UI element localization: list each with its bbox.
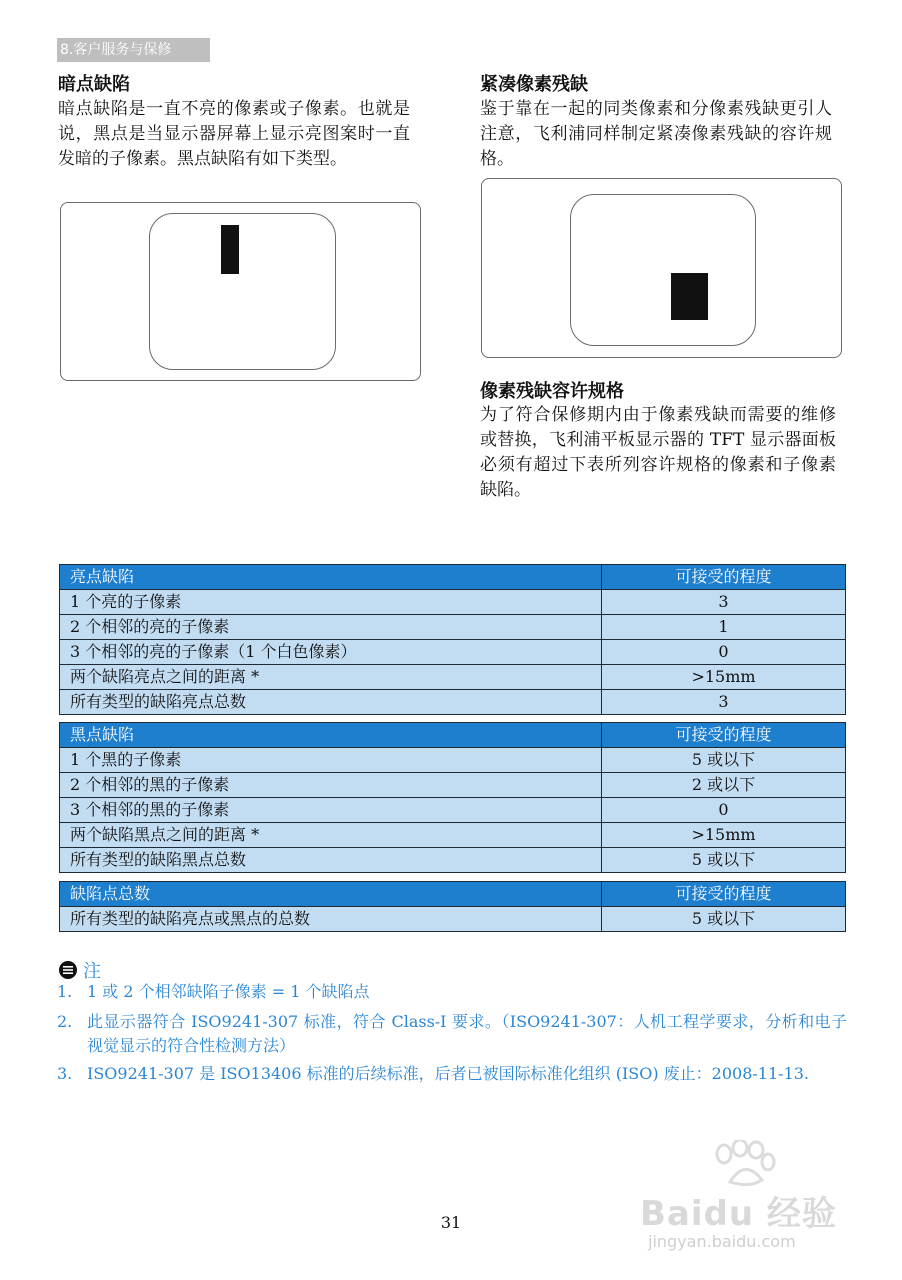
acceptable-level-cell: 1 xyxy=(602,615,846,640)
dark-defect-heading: 暗点缺陷 xyxy=(58,74,130,95)
note-number: 1. xyxy=(57,982,73,1001)
defect-type-cell: 3 个相邻的亮的子像素（1 个白色像素） xyxy=(60,640,602,665)
paw-logo-icon xyxy=(710,1140,780,1186)
defect-type-cell: 所有类型的缺陷亮点总数 xyxy=(60,690,602,715)
dark-defect-paragraph: 暗点缺陷是一直不亮的像素或子像素。也就是说，黑点是当显示器屏幕上显示亮图案时一直发暗的子像素。黑点缺陷有如下类型。 xyxy=(58,99,410,169)
defect-type-cell: 所有类型的缺陷黑点总数 xyxy=(60,848,602,873)
defect-type-cell: 1 个亮的子像素 xyxy=(60,590,602,615)
acceptable-level-cell: 0 xyxy=(602,640,846,665)
note-number: 2. xyxy=(57,1012,73,1031)
table-row xyxy=(60,748,846,773)
note-text: ISO9241-307 是 ISO13406 标准的后续标准，后者已被国际标准化组织 (ISO) 废止：2008-11-13. xyxy=(87,1064,810,1083)
note-item xyxy=(57,1062,847,1086)
table-row xyxy=(60,665,846,690)
defect-type-cell: 两个缺陷黑点之间的距离 * xyxy=(60,823,602,848)
table-row xyxy=(60,773,846,798)
acceptable-level-cell: 2 或以下 xyxy=(602,773,846,798)
tolerance-heading: 像素残缺容许规格 xyxy=(480,381,624,402)
acceptable-level-cell: >15mm xyxy=(602,665,846,690)
table-header-row xyxy=(60,565,846,590)
acceptable-level-cell: 0 xyxy=(602,798,846,823)
table-row xyxy=(60,823,846,848)
header-cell: 可接受的程度 xyxy=(602,723,846,748)
baidu-watermark xyxy=(640,1140,850,1260)
header-cell: 缺陷点总数 xyxy=(60,882,602,907)
table-row xyxy=(60,848,846,873)
watermark-brand: Baidu 经验 xyxy=(640,1194,837,1234)
screen-outline xyxy=(570,194,756,346)
table-row xyxy=(60,907,846,932)
header-cell: 可接受的程度 xyxy=(602,565,846,590)
page-number: 31 xyxy=(440,1213,462,1232)
acceptable-level-cell: 5 或以下 xyxy=(602,907,846,932)
defect-type-cell: 所有类型的缺陷亮点或黑点的总数 xyxy=(60,907,602,932)
tolerance-paragraph: 为了符合保修期内由于像素残缺而需要的维修或替换，飞利浦平板显示器的 TFT 显示器面板必须有超过下表所列容许规格的像素和子像素缺陷。 xyxy=(480,405,836,500)
note-item xyxy=(57,980,847,1004)
bright-defect-table xyxy=(59,564,846,715)
compact-defect-paragraph: 鉴于靠在一起的同类像素和分像素残缺更引人注意，飞利浦同样制定紧凑像素残缺的容许规格。 xyxy=(480,99,832,169)
defect-type-cell: 3 个相邻的黑的子像素 xyxy=(60,798,602,823)
note-icon xyxy=(59,961,77,979)
section-tag: 8.客户服务与保修 xyxy=(57,38,210,62)
watermark-url: jingyan.baidu.com xyxy=(648,1232,796,1251)
note-text: 此显示器符合 ISO9241-307 标准，符合 Class-I 要求。（ISO9241-307：人机工程学要求，分析和电子视觉显示的符合性检测方法） xyxy=(87,1012,847,1055)
table-row xyxy=(60,615,846,640)
compact-defect-heading: 紧凑像素残缺 xyxy=(480,74,588,95)
header-cell: 黑点缺陷 xyxy=(60,723,602,748)
defect-type-cell: 2 个相邻的亮的子像素 xyxy=(60,615,602,640)
total-defect-table xyxy=(59,881,846,932)
table-row xyxy=(60,690,846,715)
table-header-row xyxy=(60,882,846,907)
defect-type-cell: 2 个相邻的黑的子像素 xyxy=(60,773,602,798)
note-number: 3. xyxy=(57,1064,73,1083)
defect-type-cell: 1 个黑的子像素 xyxy=(60,748,602,773)
notes-title: 注 xyxy=(83,961,101,982)
header-cell: 可接受的程度 xyxy=(602,882,846,907)
table-header-row xyxy=(60,723,846,748)
header-cell: 亮点缺陷 xyxy=(60,565,602,590)
dark-subpixel xyxy=(221,225,239,274)
note-text: 1 或 2 个相邻缺陷子像素 = 1 个缺陷点 xyxy=(87,982,370,1001)
table-row xyxy=(60,590,846,615)
acceptable-level-cell: 5 或以下 xyxy=(602,748,846,773)
dark-subpixel-figure xyxy=(60,202,421,381)
acceptable-level-cell: 3 xyxy=(602,690,846,715)
note-item xyxy=(57,1010,847,1058)
table-row xyxy=(60,798,846,823)
compact-subpixel-figure xyxy=(481,178,842,358)
adjacent-dark-subpixels xyxy=(671,273,708,320)
acceptable-level-cell: 5 或以下 xyxy=(602,848,846,873)
table-row xyxy=(60,640,846,665)
defect-type-cell: 两个缺陷亮点之间的距离 * xyxy=(60,665,602,690)
acceptable-level-cell: 3 xyxy=(602,590,846,615)
acceptable-level-cell: >15mm xyxy=(602,823,846,848)
screen-outline xyxy=(149,213,336,370)
dark-defect-table xyxy=(59,722,846,873)
